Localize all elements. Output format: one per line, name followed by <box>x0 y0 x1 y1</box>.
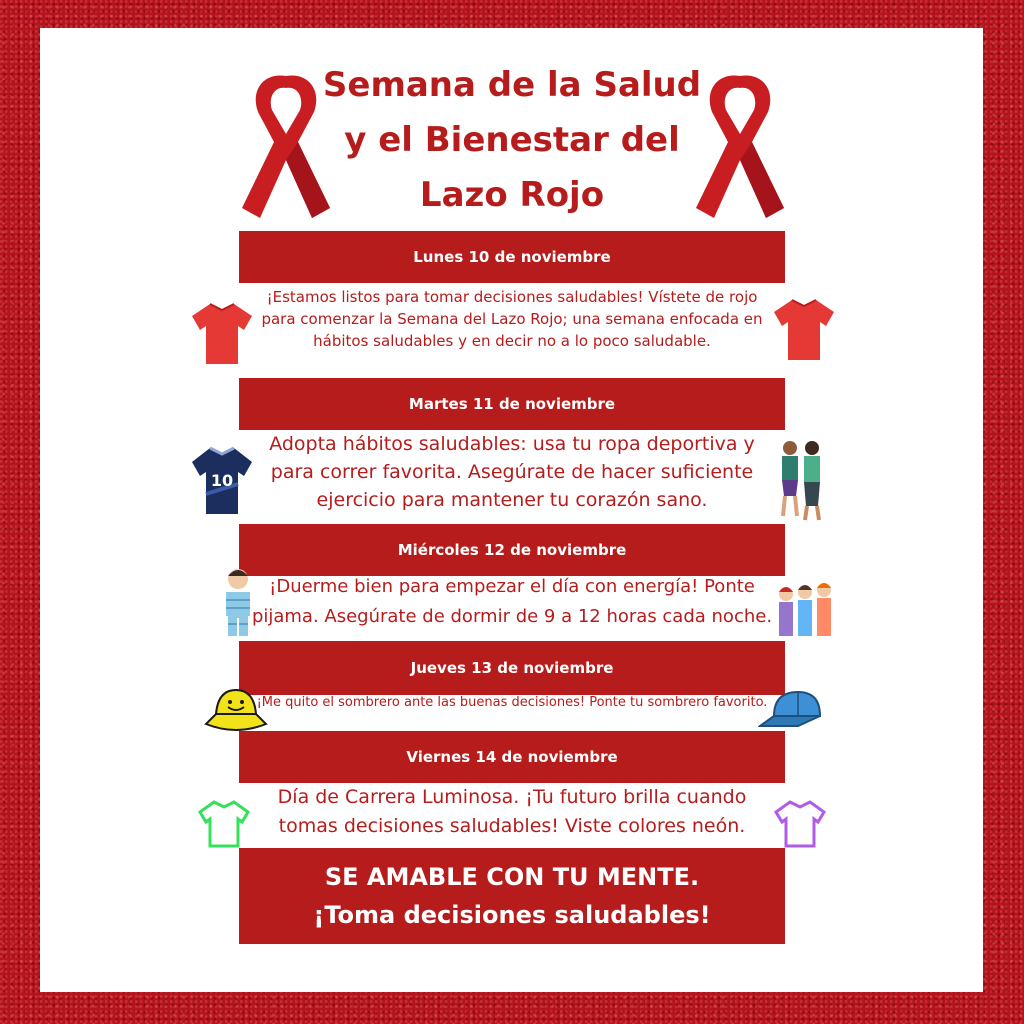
day-heading-tuesday: Martes 11 de noviembre <box>239 378 785 430</box>
day-text-line: hábitos saludables y en decir no a lo poco saludable. <box>313 332 711 350</box>
day-text-line: ¡Duerme bien para empezar el día con energía! Ponte <box>269 576 755 597</box>
soccer-jersey-icon <box>190 444 254 518</box>
neon-tshirt-icon <box>198 798 250 850</box>
page-title <box>300 58 724 223</box>
day-heading-monday: Lunes 10 de noviembre <box>239 231 785 283</box>
closing-line-2: ¡Toma decisiones saludables! <box>313 901 711 929</box>
red-tshirt-icon <box>190 300 254 368</box>
svg-text:10: 10 <box>210 471 234 490</box>
day-text-line: pijama. Asegúrate de dormir de 9 a 12 horas cada noche. <box>251 606 773 627</box>
neon-tshirt-icon <box>774 798 826 850</box>
day-text-tuesday <box>239 430 785 514</box>
day-text-line: Día de Carrera Luminosa. ¡Tu futuro brilla cuando <box>277 786 747 808</box>
blue-cap-icon <box>758 688 824 730</box>
day-text-thursday <box>239 693 785 713</box>
couple-exercising-icon <box>768 436 832 522</box>
day-text-line: ejercicio para mantener tu corazón sano. <box>316 489 708 511</box>
day-text-line: ¡Me quito el sombrero ante las buenas decisiones! Ponte tu sombrero favorito. <box>256 695 768 710</box>
boy-in-pajamas-icon <box>218 566 258 640</box>
day-text-friday <box>239 783 785 841</box>
day-text-wednesday <box>239 572 785 632</box>
day-text-line: ¡Estamos listos para tomar decisiones saludables! Vístete de rojo <box>266 288 758 306</box>
kids-in-pajamas-icon <box>774 578 836 640</box>
day-heading-friday: Viernes 14 de noviembre <box>239 731 785 783</box>
title-line-1: Semana de la Salud <box>322 65 702 105</box>
yellow-bucket-hat-icon <box>202 684 270 736</box>
day-heading-wednesday: Miércoles 12 de noviembre <box>239 524 785 576</box>
closing-banner <box>239 848 785 944</box>
day-text-line: tomas decisiones saludables! Viste colores neón. <box>278 815 746 837</box>
day-text-line: Adopta hábitos saludables: usa tu ropa deportiva y <box>269 433 755 455</box>
day-text-monday <box>239 286 785 352</box>
closing-line-1: SE AMABLE CON TU MENTE. <box>324 863 700 891</box>
day-text-line: para correr favorita. Asegúrate de hacer suficiente <box>270 461 754 483</box>
title-line-2: y el Bienestar del <box>344 120 680 160</box>
day-heading-thursday: Jueves 13 de noviembre <box>239 641 785 695</box>
title-line-3: Lazo Rojo <box>419 175 605 215</box>
day-text-line: para comenzar la Semana del Lazo Rojo; una semana enfocada en <box>261 310 763 328</box>
red-tshirt-icon <box>772 296 836 364</box>
